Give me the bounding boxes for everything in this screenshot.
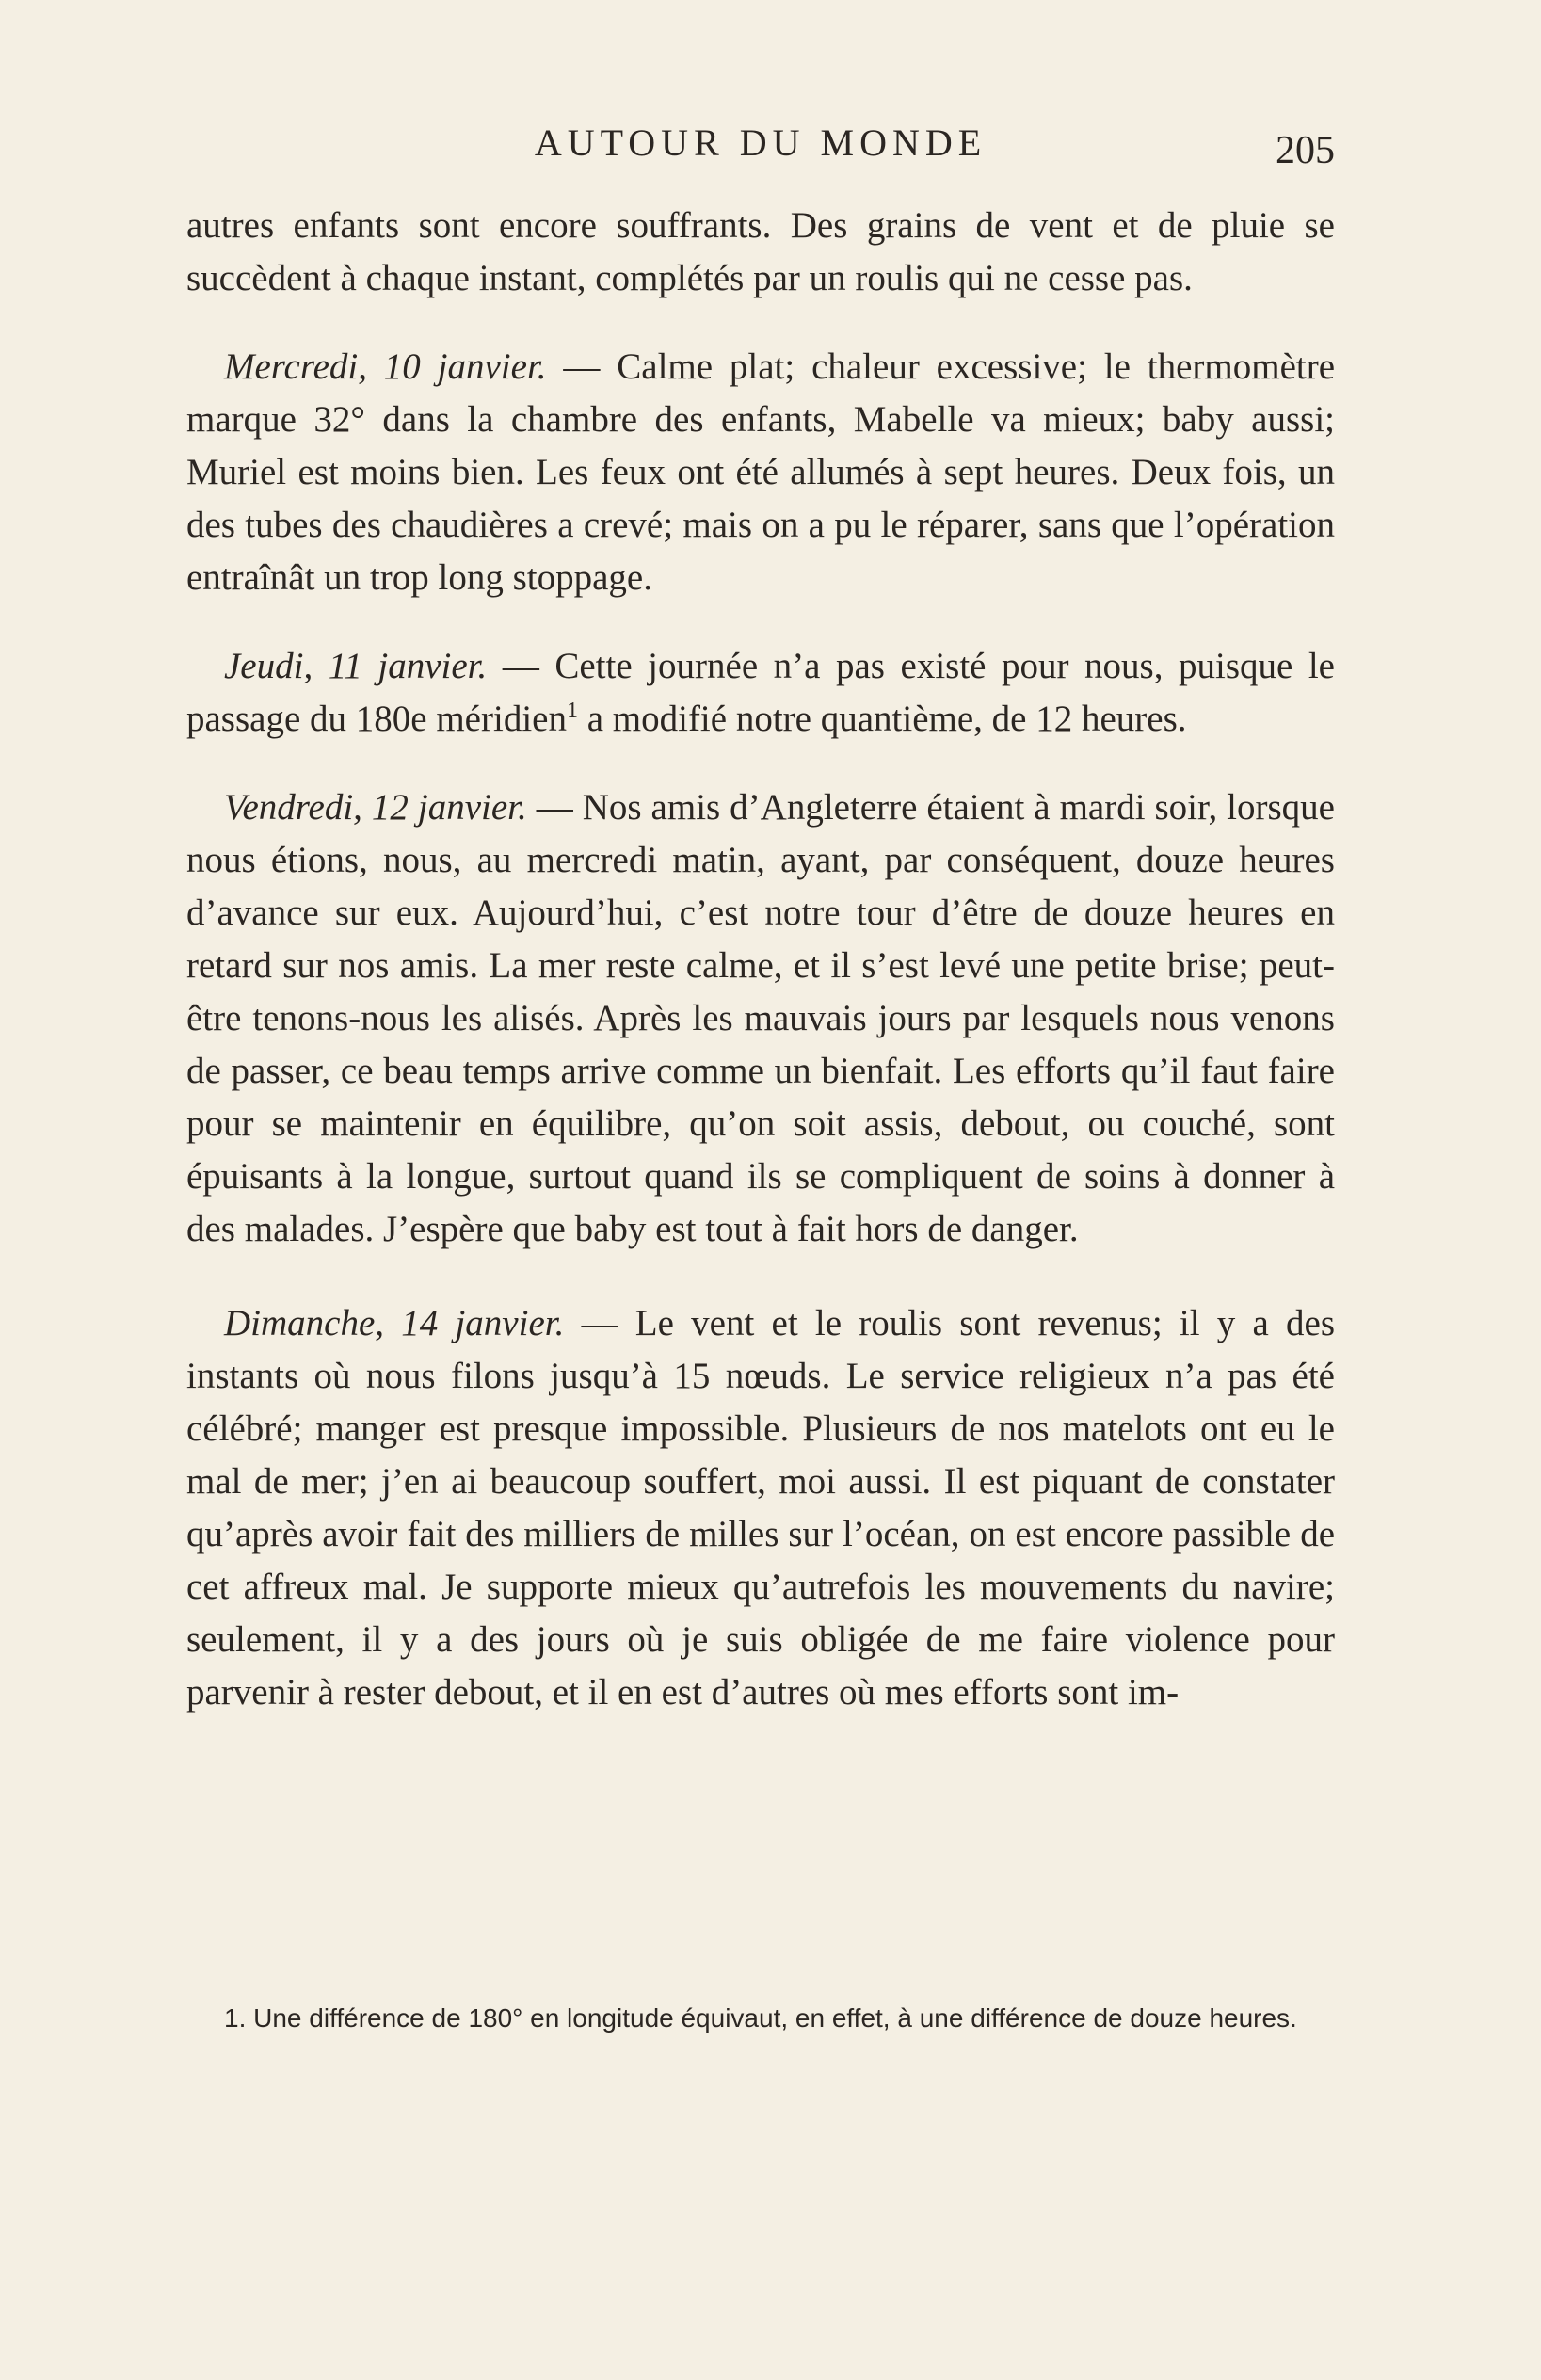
page-body	[186, 200, 1335, 1719]
running-title: AUTOUR DU MONDE	[534, 121, 987, 164]
paragraph-mercredi	[186, 341, 1335, 604]
page-number: 205	[1276, 129, 1335, 172]
paragraph-text: — Le vent et le roulis sont revenus; il y a des instants où nous filons jusqu’à 15 nœuds. Le service religieux n’a pas été célébré; manger est presque impossible. Plusieurs de nos matelots ont eu le mal de mer; j’en ai beaucoup souffert, moi aussi. Il est piquant de constater qu’après avoir fait des milliers de milles sur l’océan, on est encore passible de cet affreux mal. Je supporte mieux qu’autrefois les mouvements du navire; seulement, il y a des jours où je suis obligée de me faire violence pour parvenir à rester debout, et il en est d’autres où mes efforts sont im-	[186, 1303, 1335, 1713]
page-header	[186, 113, 1335, 179]
date-label: Vendredi, 12 janvier.	[224, 787, 527, 828]
paragraph-text: — Calme plat; chaleur excessive; le thermomètre marque 32° dans la chambre des enfants, Mabelle va mieux; baby aussi; Muriel est moins bien. Les feux ont été allumés à sept heures. Deux fois, un des tubes des chaudières a crevé; mais on a pu le réparer, sans que l’opération entraînât un trop long stoppage.	[186, 346, 1336, 598]
footnote-reference: 1	[566, 699, 578, 723]
paragraph-continued	[186, 200, 1335, 305]
date-label: Mercredi, 10 janvier.	[224, 346, 547, 387]
footnote: 1. Une différence de 180° en longitude équivaut, en effet, à une différence de douze heures.	[224, 2003, 1297, 2033]
paragraph-jeudi	[186, 640, 1335, 746]
paragraph-dimanche	[186, 1297, 1335, 1719]
paragraph-text: — Nos amis d’Angleterre étaient à mardi soir, lorsque nous étions, nous, au mercredi matin, ayant, par conséquent, douze heures d’avance sur eux. Aujourd’hui, c’est notre tour d’être de douze heures en retard sur nos amis. La mer reste calme, et il s’est levé une petite brise; peut-être tenons-nous les alisés. Après les mauvais jours par lesquels nous venons de passer, ce beau temps arrive comme un bienfait. Les efforts qu’il faut faire pour se maintenir en équilibre, qu’on soit assis, debout, ou couché, sont épuisants à la longue, surtout quand ils se compliquent de soins à donner à des malades. J’espère que baby est tout à fait hors de danger.	[186, 787, 1335, 1249]
paragraph-text: a modifié notre quantième, de 12 heures.	[577, 699, 1187, 739]
paragraph-text: autres enfants sont encore souffrants. Des grains de vent et de pluie se succèdent à chaque instant, complétés par un roulis qui ne cesse pas.	[186, 205, 1335, 298]
date-label: Jeudi, 11 janvier.	[224, 646, 488, 686]
paragraph-text: — Cette journée n’a pas existé pour nous, puisque le passage du 180e méridien	[186, 646, 1335, 739]
date-label: Dimanche, 14 janvier.	[224, 1303, 565, 1343]
paragraph-vendredi	[186, 781, 1335, 1256]
